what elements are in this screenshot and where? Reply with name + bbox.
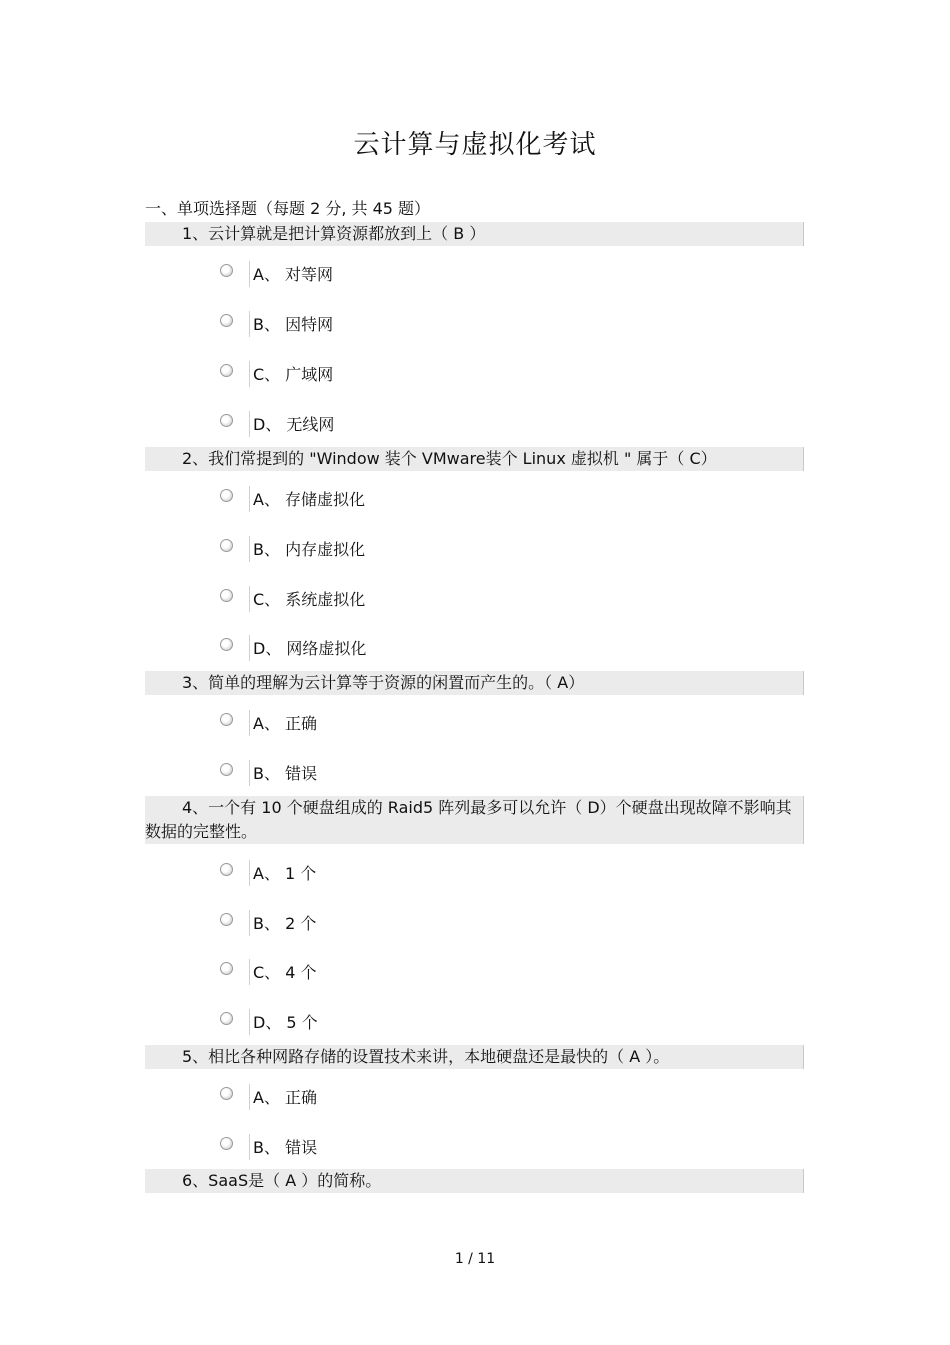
option-label: C、 广域网 (253, 365, 334, 384)
option-label: C、 4 个 (253, 963, 317, 982)
radio-button-icon[interactable] (220, 414, 233, 427)
radio-button-icon[interactable] (220, 1087, 233, 1100)
radio-button-icon[interactable] (220, 364, 233, 377)
option-label: A、 1 个 (253, 864, 317, 883)
question-4 (145, 796, 804, 844)
divider (249, 760, 250, 786)
option-label: A、 正确 (253, 1088, 318, 1107)
option-label: D、 网络虚拟化 (253, 639, 367, 658)
radio-button-icon[interactable] (220, 489, 233, 502)
radio-button-icon[interactable] (220, 962, 233, 975)
divider (249, 1134, 250, 1160)
option-label: A、 对等网 (253, 265, 334, 284)
radio-button-icon[interactable] (220, 539, 233, 552)
section-heading: 一、单项选择题（每题 2 分, 共 45 题） (145, 199, 431, 218)
question-text: 1、云计算就是把计算资源都放到上（ B ） (182, 224, 486, 243)
divider (249, 361, 250, 387)
divider (249, 635, 250, 661)
question-3 (145, 671, 804, 695)
question-text: 2、我们常提到的 "Window 装个 VMware装个 Linux 虚拟机 " 属于（ C） (182, 449, 717, 468)
radio-button-icon[interactable] (220, 763, 233, 776)
divider (249, 710, 250, 736)
divider (249, 959, 250, 985)
option-label: B、 错误 (253, 1138, 318, 1157)
question-text: 4、一个有 10 个硬盘组成的 Raid5 阵列最多可以允许（ D）个硬盘出现故障不影响其数据的完整性。 (145, 798, 792, 841)
divider (249, 411, 250, 437)
divider (249, 586, 250, 612)
option-label: A、 正确 (253, 714, 318, 733)
page-number: 1 / 11 (454, 1251, 496, 1267)
radio-button-icon[interactable] (220, 638, 233, 651)
option-label: D、 无线网 (253, 415, 335, 434)
radio-button-icon[interactable] (220, 863, 233, 876)
option-label: B、 错误 (253, 764, 318, 783)
question-text: 5、相比各种网路存储的设置技术来讲，本地硬盘还是最快的（ A ）。 (182, 1047, 670, 1066)
divider (249, 486, 250, 512)
question-text: 3、简单的理解为云计算等于资源的闲置而产生的。（ A） (182, 673, 585, 692)
option-label: A、 存储虚拟化 (253, 490, 366, 509)
question-text: 6、SaaS是（ A ）的简称。 (182, 1171, 382, 1190)
option-label: C、 系统虚拟化 (253, 590, 366, 609)
radio-button-icon[interactable] (220, 713, 233, 726)
document-title: 云计算与虚拟化考试 (353, 130, 597, 160)
divider (249, 1009, 250, 1035)
divider (249, 860, 250, 886)
question-2 (145, 447, 804, 471)
question-5 (145, 1045, 804, 1069)
divider (249, 1084, 250, 1110)
radio-button-icon[interactable] (220, 264, 233, 277)
divider (249, 311, 250, 337)
option-label: B、 内存虚拟化 (253, 540, 366, 559)
radio-button-icon[interactable] (220, 314, 233, 327)
option-label: B、 因特网 (253, 315, 334, 334)
radio-button-icon[interactable] (220, 1137, 233, 1150)
option-label: D、 5 个 (253, 1013, 318, 1032)
option-label: B、 2 个 (253, 914, 317, 933)
question-1 (145, 222, 804, 246)
radio-button-icon[interactable] (220, 913, 233, 926)
question-6 (145, 1169, 804, 1193)
radio-button-icon[interactable] (220, 1012, 233, 1025)
divider (249, 536, 250, 562)
divider (249, 910, 250, 936)
divider (249, 261, 250, 287)
radio-button-icon[interactable] (220, 589, 233, 602)
